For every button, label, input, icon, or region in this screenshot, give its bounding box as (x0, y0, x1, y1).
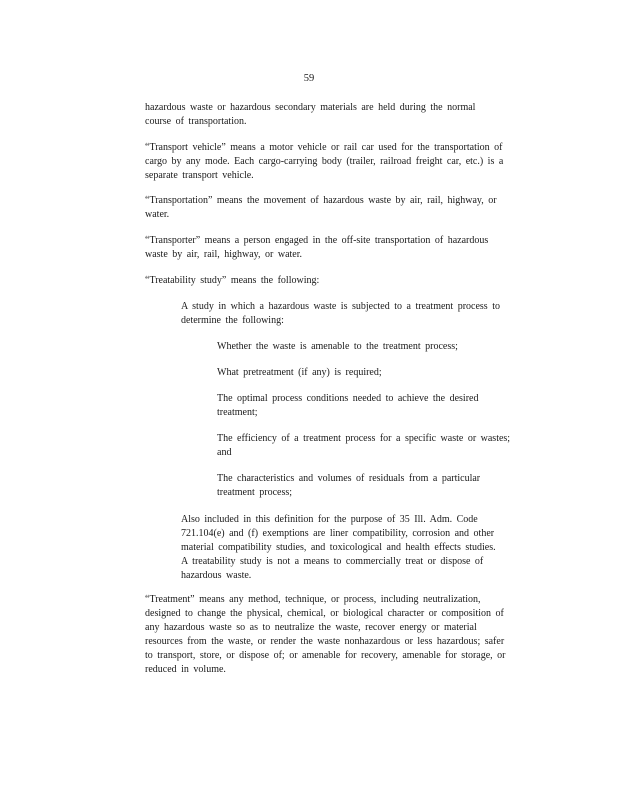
text-line: designed to change the physical, chemical, or biological character or composition of (145, 608, 504, 619)
text-line: Also included in this definition for the purpose of 35 Ill. Adm. Code (181, 514, 478, 525)
definition-treatability-study (145, 274, 543, 288)
text-line: “Treatment” means any method, technique, or process, including neutralization, (145, 594, 481, 605)
text-line: reduced in volume. (145, 664, 226, 675)
text-line: Whether the waste is amenable to the treatment process; (217, 341, 458, 352)
definition-transporter (145, 234, 543, 262)
text-line: “Transporter” means a person engaged in the off-site transportation of hazardous (145, 235, 489, 246)
page-number: 59 (303, 73, 315, 84)
text-line: A treatability study is not a means to commercially treat or dispose of (181, 556, 484, 567)
text-line: The optimal process conditions needed to achieve the desired (217, 393, 479, 404)
text-line: 721.104(e) and (f) exemptions are liner compatibility, corrosion and other (181, 528, 495, 539)
text-line: The characteristics and volumes of residuals from a particular (217, 473, 481, 484)
text-line: material compatibility studies, and toxicological and health effects studies. (181, 542, 496, 553)
list-item-amenable (217, 340, 533, 354)
text-line: treatment; (217, 407, 258, 418)
text-line: course of transportation. (145, 116, 247, 127)
text-line: hazardous waste. (181, 570, 252, 581)
list-item-residuals (217, 472, 533, 500)
text-line: The efficiency of a treatment process for a specific waste or wastes; (217, 433, 511, 444)
definition-transport-vehicle (145, 141, 543, 183)
text-line: any hazardous waste so as to neutralize the waste, recover energy or material (145, 622, 477, 633)
definition-transportation (145, 194, 543, 222)
list-item-efficiency (217, 432, 533, 460)
text-line: A study in which a hazardous waste is subjected to a treatment process to (181, 301, 500, 312)
text-line: “Transportation” means the movement of hazardous waste by air, rail, highway, or (145, 195, 497, 206)
definition-treatment (145, 593, 543, 677)
text-line: and (217, 447, 232, 458)
list-item-optimal-conditions (217, 392, 533, 420)
text-line: treatment process; (217, 487, 293, 498)
text-line: “Transport vehicle” means a motor vehicle or rail car used for the transportation of (145, 142, 503, 153)
text-line: “Treatability study” means the following: (145, 275, 320, 286)
treatability-study-description (181, 300, 534, 328)
text-line: hazardous waste or hazardous secondary materials are held during the normal (145, 102, 476, 113)
paragraph-hazardous-waste-continuation (145, 101, 543, 129)
text-line: cargo by any mode. Each cargo-carrying body (trailer, railroad freight car, etc.) is a (145, 156, 504, 167)
text-line: waste by air, rail, highway, or water. (145, 249, 303, 260)
treatability-study-inclusions (181, 513, 534, 583)
text-line: What pretreatment (if any) is required; (217, 367, 382, 378)
text-line: resources from the waste, or render the waste nonhazardous or less hazardous; safer (145, 636, 505, 647)
text-line: water. (145, 209, 170, 220)
text-line: determine the following: (181, 315, 284, 326)
text-line: to transport, store, or dispose of; or amenable for recovery, amenable for storage, or (145, 650, 506, 661)
text-line: separate transport vehicle. (145, 170, 254, 181)
list-item-pretreatment (217, 366, 533, 380)
